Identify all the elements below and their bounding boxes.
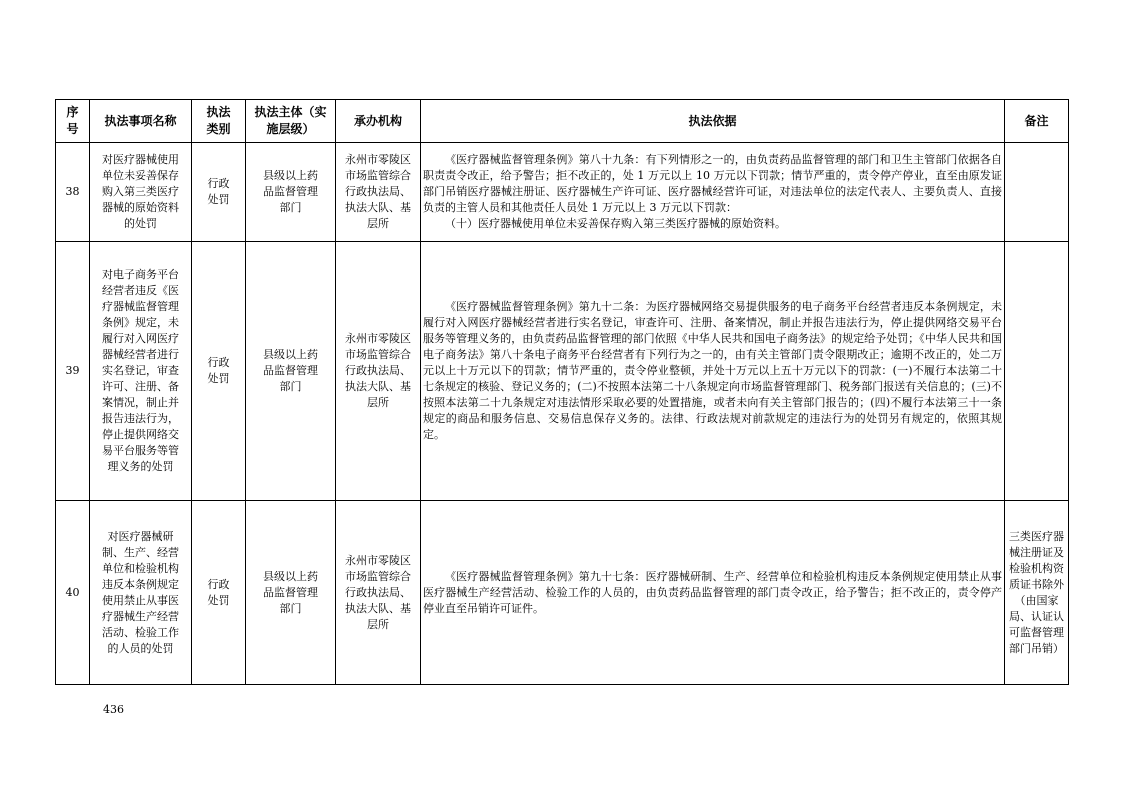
item-name: 对医疗器械使用单位未妥善保存购入第三类医疗器械的原始资料的处罚 [90,143,192,242]
enforcement-subject: 县级以上药品监督管理部门 [246,143,336,242]
legal-basis-item: （十）医疗器械使用单位未妥善保存购入第三类医疗器械的原始资料。 [445,217,786,230]
legal-basis [421,501,1005,685]
table-row [56,501,1069,685]
legal-basis [421,242,1005,501]
remarks: 三类医疗器械注册证及检验机构资质证书除外（由国家局、认证认可监督管理部门吊销） [1005,501,1069,685]
enforcement-type: 行政处罚 [192,501,246,685]
item-name: 对医疗器械研制、生产、经营单位和检验机构违反本条例规定使用禁止从事医疗器械生产经营活动、检验工作的人员的处罚 [90,501,192,685]
header-org: 承办机构 [336,100,421,143]
row-number: 39 [56,242,90,501]
row-number: 38 [56,143,90,242]
law-enforcement-table [55,99,1069,685]
page-number: 436 [103,703,124,716]
legal-basis-main: 《医疗器械监督管理条例》第八十九条：有下列情形之一的，由负责药品监督管理的部门和卫生主管部门依据各自职责责令改正，给予警告；拒不改正的，处 1 万元以上 10 万元以下罚款；情节严重的，责令停产停业，直至由原发证部门吊销医疗器械注册证、医疗器械生产许可证、医疗器械经营许可证，对违法单位的法定代表人、主要负责人、直接负责的主管人员和其他责任人员处 1 万元以上 3 万元以下罚款： [423,153,1002,214]
handling-agency: 永州市零陵区市场监管综合行政执法局、执法大队、基层所 [336,143,421,242]
enforcement-subject: 县级以上药品监督管理部门 [246,242,336,501]
enforcement-type: 行政处罚 [192,143,246,242]
item-name: 对电子商务平台经营者违反《医疗器械监督管理条例》规定，未履行对入网医疗器械经营者进行实名登记，审查许可、注册、备案情况，制止并报告违法行为，停止提供网络交易平台服务等管理义务的处罚 [90,242,192,501]
row-number: 40 [56,501,90,685]
header-name: 执法事项名称 [90,100,192,143]
table-header-row [56,100,1069,143]
header-note: 备注 [1005,100,1069,143]
legal-basis-main: 《医疗器械监督管理条例》第九十七条：医疗器械研制、生产、经营单位和检验机构违反本条例规定使用禁止从事医疗器械生产经营活动、检验工作的人员的，由负责药品监督管理的部门责令改正，给予警告；拒不改正的，责令停产停业直至吊销许可证件。 [423,569,1002,615]
header-subject: 执法主体（实施层级） [246,100,336,143]
remarks [1005,143,1069,242]
handling-agency: 永州市零陵区市场监管综合行政执法局、执法大队、基层所 [336,242,421,501]
legal-basis-main: 《医疗器械监督管理条例》第九十二条：为医疗器械网络交易提供服务的电子商务平台经营者违反本条例规定，未履行对入网医疗器械经营者进行实名登记，审查许可、注册、备案情况，制止并报告违法行为，停止提供网络交易平台服务等管理义务的，由负责药品监督管理的部门依照《中华人民共和国电子商务法》的规定给予处罚；《中华人民共和国电子商务法》第八十条电子商务平台经营者有下列行为之一的，由有关主管部门责令限期改正；逾期不改正的，处二万元以上十万元以下的罚款；情节严重的，责令停业整顿，并处十万元以上五十万元以下的罚款：(一)不履行本法第二十七条规定的核验、登记义务的；(二)不按照本法第二十八条规定向市场监督管理部门、税务部门报送有关信息的；(三)不按照本法第二十九条规定对违法情形采取必要的处置措施，或者未向有关主管部门报告的；(四)不履行本法第三十一条规定的商品和服务信息、交易信息保存义务的。法律、行政法规对前款规定的违法行为的处罚另有规定的，依照其规定。 [423,300,1002,441]
table-row [56,242,1069,501]
header-basis: 执法依据 [421,100,1005,143]
handling-agency: 永州市零陵区市场监管综合行政执法局、执法大队、基层所 [336,501,421,685]
table-row [56,143,1069,242]
remarks [1005,242,1069,501]
enforcement-subject: 县级以上药品监督管理部门 [246,501,336,685]
legal-basis [421,143,1005,242]
enforcement-type: 行政处罚 [192,242,246,501]
header-type: 执法类别 [192,100,246,143]
header-no: 序号 [56,100,90,143]
